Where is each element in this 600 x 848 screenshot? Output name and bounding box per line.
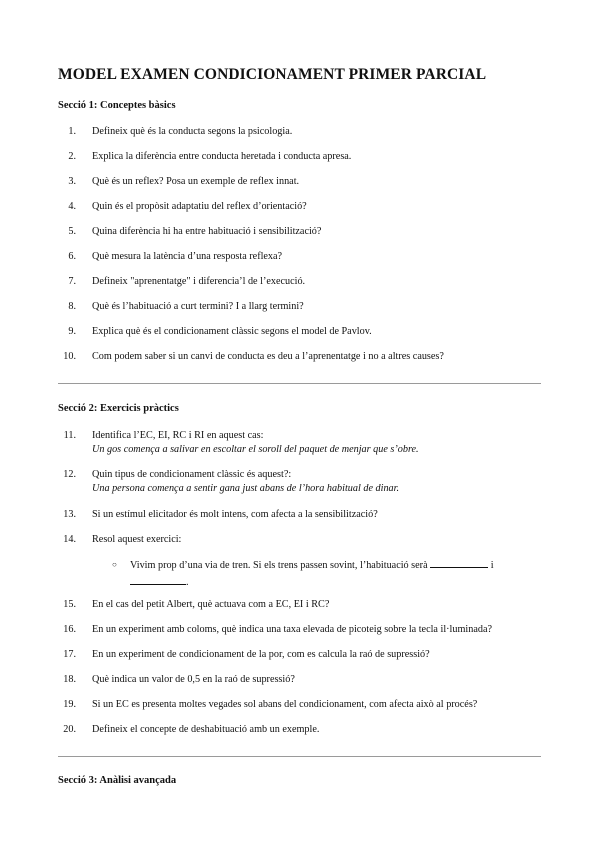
question-number: 11. [63, 430, 76, 441]
answer-blank [430, 557, 488, 568]
question-text: Quin és el propòsit adaptatiu del reflex d’orientació? [92, 201, 307, 212]
question-number: 12. [63, 469, 76, 480]
question-number: 19. [63, 699, 76, 710]
question-text: Si un estímul elicitador és molt intens, com afecta a la sensibilització? [92, 509, 378, 520]
question-text: En un experiment amb coloms, què indica una taxa elevada de picoteig sobre la tecla il·luminada? [92, 624, 492, 635]
question-number: 7. [68, 276, 76, 287]
question-text: Resol aquest exercici: [92, 534, 182, 545]
question-text: Què mesura la latència d’una resposta reflexa? [92, 251, 283, 262]
question-text: Quina diferència hi ha entre habituació i sensibilització? [92, 226, 322, 237]
section-divider [58, 756, 541, 757]
question-text: Defineix què és la conducta segons la psicologia. [92, 126, 293, 137]
question-number: 9. [68, 326, 76, 337]
question-number: 4. [68, 201, 76, 212]
section-1-heading: Secció 1: Conceptes bàsics [58, 100, 176, 111]
section-divider [58, 383, 541, 384]
page-title: MODEL EXAMEN CONDICIONAMENT PRIMER PARCIAL [58, 66, 487, 83]
question-text: Explica què és el condicionament clàssic segons el model de Pavlov. [92, 326, 372, 337]
question-text: Si un EC es presenta moltes vegades sol abans del condicionament, com afecta això al procés? [92, 699, 478, 710]
exercise-text: Vivim prop d’una via de tren. Si els trens passen sovint, l’habituació serà [130, 560, 428, 571]
question-text: Quin tipus de condicionament clàssic és aquest?: [92, 469, 292, 480]
question-number: 8. [68, 301, 76, 312]
section-2-heading: Secció 2: Exercicis pràctics [58, 403, 179, 414]
question-number: 15. [63, 599, 76, 610]
question-number: 20. [63, 724, 76, 735]
question-text: Què és un reflex? Posa un exemple de reflex innat. [92, 176, 300, 187]
question-text: Defineix "aprenentatge" i diferencia’l de l’execució. [92, 276, 306, 287]
circle-bullet-icon: ○ [112, 560, 117, 569]
question-number: 17. [63, 649, 76, 660]
exercise-connector: i [490, 560, 494, 571]
question-number: 14. [63, 534, 76, 545]
question-number: 13. [63, 509, 76, 520]
question-case-text: Una persona comença a sentir gana just abans de l’hora habitual de dinar. [92, 483, 400, 494]
exercise-end: . [186, 577, 189, 588]
question-text: Identifica l’EC, EI, RC i RI en aquest cas: [92, 430, 264, 441]
question-text: Què és l’habituació a curt termini? I a llarg termini? [92, 301, 304, 312]
question-text: Com podem saber si un canvi de conducta es deu a l’aprenentatge i no a altres causes? [92, 351, 444, 362]
question-text: Explica la diferència entre conducta heretada i conducta apresa. [92, 151, 352, 162]
question-text: En el cas del petit Albert, què actuava com a EC, EI i RC? [92, 599, 330, 610]
section-3-heading: Secció 3: Anàlisi avançada [58, 775, 177, 786]
question-number: 16. [63, 624, 76, 635]
question-number: 10. [63, 351, 76, 362]
question-number: 2. [68, 151, 76, 162]
question-text: Què indica un valor de 0,5 en la raó de supressió? [92, 674, 295, 685]
question-number: 18. [63, 674, 76, 685]
question-number: 6. [68, 251, 76, 262]
question-number: 3. [68, 176, 76, 187]
question-case-text: Un gos comença a salivar en escoltar el soroll del paquet de menjar que s’obre. [92, 444, 419, 455]
question-number: 1. [68, 126, 76, 137]
question-text: En un experiment de condicionament de la por, com es calcula la raó de supressió? [92, 649, 430, 660]
answer-blank [130, 574, 186, 585]
question-text: Defineix el concepte de deshabituació amb un exemple. [92, 724, 320, 735]
question-number: 5. [68, 226, 76, 237]
